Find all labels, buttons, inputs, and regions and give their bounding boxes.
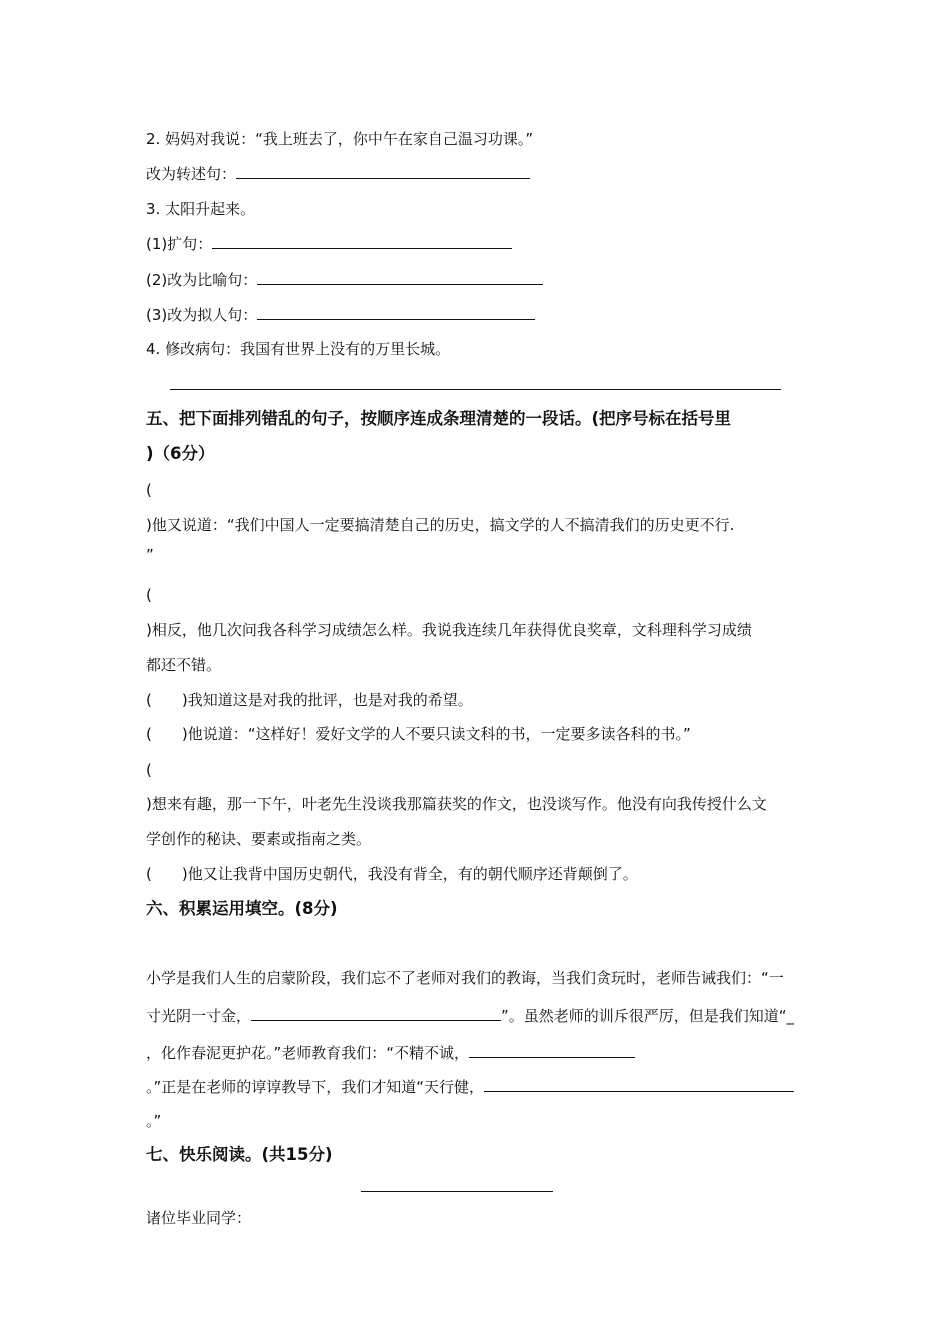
question-3-1 — [146, 232, 512, 255]
question-3-3 — [146, 303, 535, 326]
fill-line-4-lead: 。”正是在老师的谆谆教导下，我们才知道“天行健， — [146, 1078, 485, 1096]
section-5-heading-cont: )（6分） — [146, 444, 215, 463]
fill-paragraph-line-1: 小学是我们人生的启蒙阶段，我们忘不了老师对我们的教诲，当我们贪玩时，老师告诫我们：“一 — [146, 969, 784, 987]
question-2-prompt — [146, 162, 530, 185]
sentence-4 — [146, 723, 691, 745]
fill-line-2-lead: 寸光阴一寸金， — [146, 1007, 252, 1025]
sentence-3-bracket[interactable]: ( — [146, 691, 152, 709]
sentence-5: )想来有趣，那一下午，叶老先生没谈我那篇获奖的作文，也没谈写作。他没有向我传授什么文 — [146, 795, 767, 813]
fill-line-3-lead: ，化作春泥更护花。”老师教育我们：“不精不诚， — [146, 1044, 470, 1062]
question-3-2 — [146, 268, 543, 291]
answer-blank-2[interactable] — [236, 162, 530, 179]
question-3-2-label: (2)改为比喻句： — [146, 271, 258, 289]
sentence-1-cont: ” — [146, 546, 154, 564]
answer-blank-3-2[interactable] — [257, 268, 543, 285]
answer-blank-3-3[interactable] — [257, 303, 535, 320]
sentence-2: )相反，他几次问我各科学习成绩怎么样。我说我连续几年获得优良奖章，文科理科学习成绩 — [146, 621, 752, 639]
fill-paragraph-line-2 — [146, 1004, 794, 1027]
fill-blank-2[interactable] — [469, 1041, 635, 1058]
section-6-heading: 六、积累运用填空。(8分) — [146, 899, 338, 918]
question-3-1-label: (1)扩句： — [146, 235, 213, 253]
sentence-2-bracket[interactable]: ( — [146, 586, 152, 604]
sentence-3 — [146, 689, 473, 711]
fill-paragraph-line-4 — [146, 1075, 794, 1098]
sentence-1: )他又说道：“我们中国人一定要搞清楚自己的历史，搞文学的人不搞清我们的历史更不行. — [146, 516, 735, 534]
fill-paragraph-line-3 — [146, 1041, 635, 1064]
sentence-1-bracket[interactable]: ( — [146, 481, 152, 499]
sentence-3-text: )我知道这是对我的批评，也是对我的希望。 — [181, 691, 473, 709]
answer-line-4[interactable] — [170, 389, 781, 390]
question-3-3-label: (3)改为拟人句： — [146, 306, 258, 324]
sentence-4-text: )他说道：“这样好！爱好文学的人不要只读文科的书，一定要多读各科的书。” — [181, 725, 691, 743]
section-5-heading: 五、把下面排列错乱的句子，按顺序连成条理清楚的一段话。(把序号标在括号里 — [146, 409, 732, 428]
fill-line-2-tail: ”。虽然老师的训斥很严厉，但是我们知道“_ — [501, 1007, 795, 1025]
question-2-prompt-label: 改为转述句： — [146, 165, 237, 183]
sentence-2-cont: 都还不错。 — [146, 656, 222, 674]
reading-title-blank[interactable] — [361, 1191, 553, 1192]
question-2: 2. 妈妈对我说：“我上班去了，你中午在家自己温习功课。” — [146, 130, 534, 148]
section-7-heading: 七、快乐阅读。(共15分) — [146, 1145, 333, 1164]
question-4: 4. 修改病句：我国有世界上没有的万里长城。 — [146, 340, 451, 358]
sentence-4-bracket[interactable]: ( — [146, 725, 152, 743]
sentence-5-bracket[interactable]: ( — [146, 761, 152, 779]
sentence-6-bracket[interactable]: ( — [146, 865, 152, 883]
answer-blank-3-1[interactable] — [212, 232, 512, 249]
fill-paragraph-line-5: 。” — [146, 1112, 162, 1130]
sentence-5-cont: 学创作的秘诀、要素或指南之类。 — [146, 830, 372, 848]
reading-salutation: 诸位毕业同学： — [146, 1209, 252, 1227]
fill-blank-1[interactable] — [251, 1004, 501, 1021]
sentence-6 — [146, 863, 638, 885]
sentence-6-text: )他又让我背中国历史朝代，我没有背全，有的朝代顺序还背颠倒了。 — [181, 865, 638, 883]
question-3: 3. 太阳升起来。 — [146, 200, 256, 218]
fill-blank-3[interactable] — [484, 1075, 794, 1092]
